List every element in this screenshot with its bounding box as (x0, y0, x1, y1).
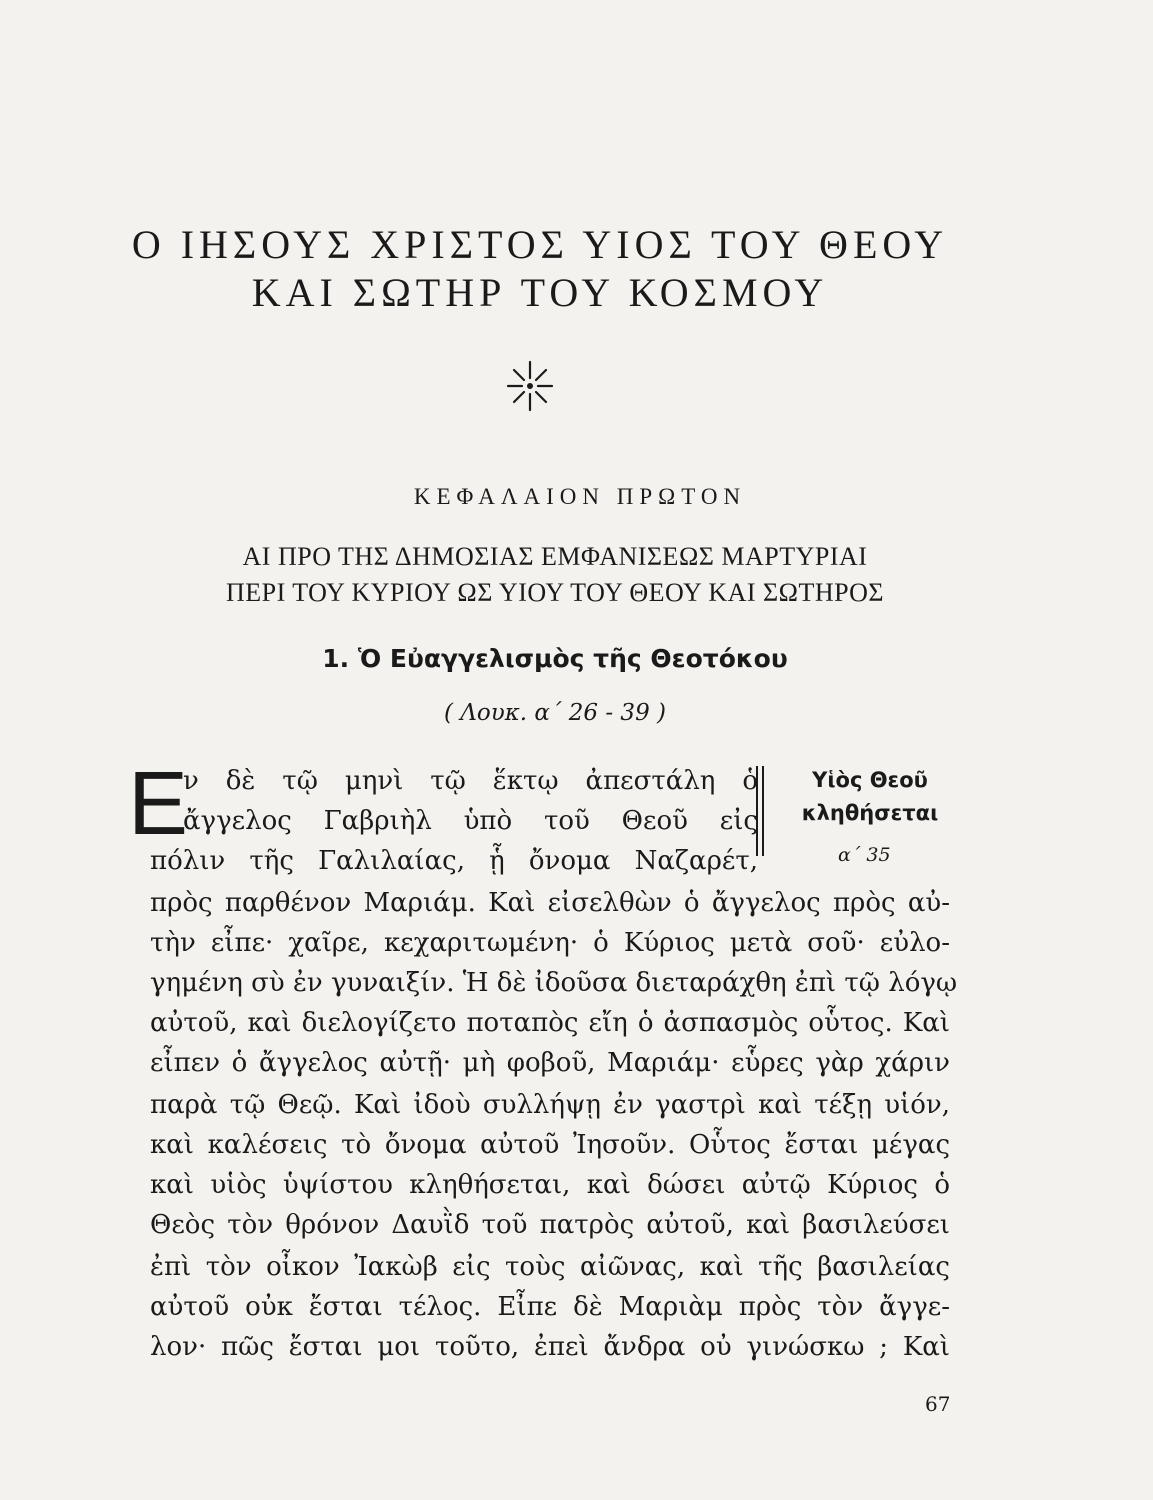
body-line: ν δὲ τῷ μηνὶ τῷ ἕκτῳ ἀπεστάλη ὁ (183, 766, 758, 796)
body-line: αὐτοῦ οὐκ ἔσται τέλος. Εἶπε δὲ Μαριὰμ πρὸς τὸν ἄγγε- (150, 1292, 950, 1322)
page-title-line-2: ΚΑΙ ΣΩΤΗΡ ΤΟΥ ΚΟΣΜΟΥ (251, 270, 829, 315)
body-line: καὶ υἱὸς ὑψίστου κληθήσεται, καὶ δώσει αὐτῷ Κύριος ὁ (150, 1170, 950, 1200)
body-line: τὴν εἶπε· χαῖρε, κεχαριτωμένη· ὁ Κύριος μετὰ σοῦ· εὐλο- (150, 928, 950, 958)
body-line: εἶπεν ὁ ἄγγελος αὐτῇ· μὴ φοβοῦ, Μαριάμ· εὗρες γὰρ χάριν (150, 1048, 950, 1078)
body-line: λον· πῶς ἔσται μοι τοῦτο, ἐπεὶ ἄνδρα οὐ γινώσκω ; Καὶ (150, 1332, 950, 1362)
body-line: παρὰ τῷ Θεῷ. Καὶ ἰδοὺ συλλήψῃ ἐν γαστρὶ καὶ τέξῃ υἱόν, (150, 1090, 950, 1120)
body-line: Θεὸς τὸν θρόνον Δαυῒδ τοῦ πατρὸς αὐτοῦ, καὶ βασιλεύσει (150, 1210, 950, 1240)
body-line: πρὸς παρθένον Μαριάμ. Καὶ εἰσελθὼν ὁ ἄγγελος πρὸς αὐ- (150, 888, 950, 918)
chapter-label: ΚΕΦΑΛΑΙΟΝ ΠΡΩΤΟΝ (413, 484, 747, 509)
body-line: ἐπὶ τὸν οἶκον Ἰακὼβ εἰς τοὺς αἰῶνας, καὶ τῆς βασιλείας (150, 1252, 950, 1282)
body-line: αὐτοῦ, καὶ διελογίζετο ποταπὸς εἴη ὁ ἀσπασμὸς οὗτος. Καὶ (150, 1008, 950, 1038)
chapter-subtitle-line-2: ΠΕΡΙ ΤΟΥ ΚΥΡΙΟΥ ΩΣ ΥΙΟΥ ΤΟΥ ΘΕΟΥ ΚΑΙ ΣΩΤΗΡΟΣ (225, 578, 885, 607)
section-title: 1. Ὁ Εὐαγγελισμὸς τῆς Θεοτόκου (322, 644, 788, 673)
page-number: 67 (925, 1392, 951, 1416)
margin-note-line-1: Υἱὸς Θεοῦ (812, 768, 928, 792)
margin-note-reference: α΄ 35 (838, 844, 891, 866)
margin-note-line-2: κληθήσεται (801, 801, 939, 825)
margin-rule (762, 766, 764, 856)
asterisk-ornament-icon (504, 358, 556, 414)
body-line: γημένη σὺ ἐν γυναιξίν. Ἡ δὲ ἰδοῦσα διεταράχθη ἐπὶ τῷ λόγῳ (150, 968, 958, 998)
margin-note (775, 764, 965, 830)
body-line: πόλιν τῆς Γαλιλαίας, ᾗ ὄνομα Ναζαρέτ, (150, 846, 758, 876)
body-line: καὶ καλέσεις τὸ ὄνομα αὐτοῦ Ἰησοῦν. Οὗτος ἔσται μέγας (150, 1130, 950, 1160)
drop-cap: Ε (128, 754, 189, 854)
section-citation: ( Λουκ. α΄ 26 - 39 ) (444, 700, 666, 726)
page-title-line-1: Ο ΙΗΣΟΥΣ ΧΡΙΣΤΟΣ ΥΙΟΣ ΤΟΥ ΘΕΟΥ (131, 222, 949, 267)
chapter-subtitle-line-1: ΑΙ ΠΡΟ ΤΗΣ ΔΗΜΟΣΙΑΣ ΕΜΦΑΝΙΣΕΩΣ ΜΑΡΤΥΡΙΑΙ (242, 542, 868, 571)
body-line: ἄγγελος Γαβριὴλ ὑπὸ τοῦ Θεοῦ εἰς (183, 806, 758, 836)
